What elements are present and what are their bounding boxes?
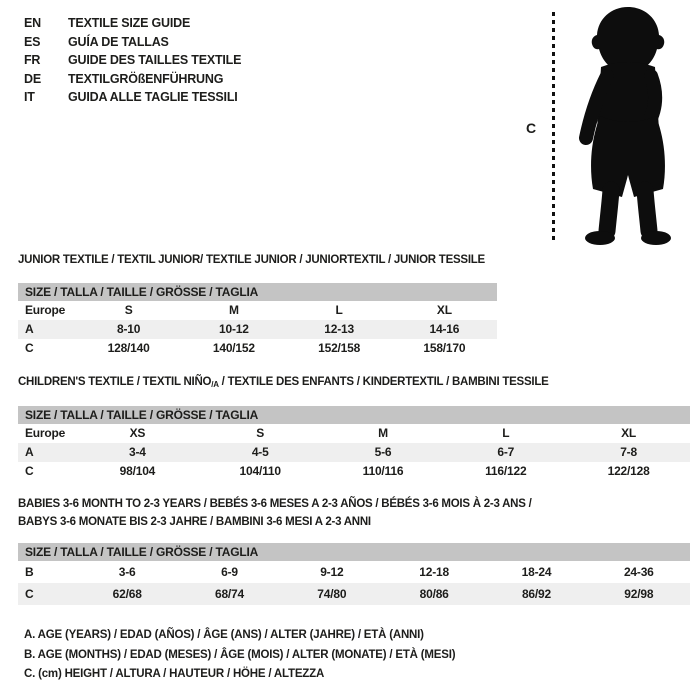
size-cell: 104/110 xyxy=(239,464,281,478)
size-cell: L xyxy=(502,426,510,440)
size-cell: 12-13 xyxy=(324,322,354,336)
language-label: TEXTILGRÖßENFÜHRUNG xyxy=(68,71,224,86)
legend-line-a: A. AGE (YEARS) / EDAD (AÑOS) / ÂGE (ANS) / ALTER (JAHRE) / ETÀ (ANNI) xyxy=(24,629,424,641)
row-label: Europe xyxy=(25,303,66,317)
size-cell: 116/122 xyxy=(485,464,527,478)
size-cell: S xyxy=(124,303,133,317)
size-cell: 140/152 xyxy=(212,341,255,355)
language-title-list xyxy=(24,14,241,107)
table-row-age-months xyxy=(18,561,690,583)
table-row-europe xyxy=(18,424,690,443)
size-cell: L xyxy=(335,303,343,317)
size-cell: 6-7 xyxy=(497,445,515,459)
size-cell: 152/158 xyxy=(318,341,361,355)
size-cell: 98/104 xyxy=(119,464,156,478)
children-title-suffix: / TEXTILE DES ENFANTS / KINDERTEXTIL / BAMBINI TESSILE xyxy=(218,376,549,388)
language-row-it xyxy=(24,88,241,107)
baby-toddler-silhouette-icon xyxy=(566,4,690,248)
row-label: A xyxy=(25,322,34,336)
language-code: IT xyxy=(24,90,35,105)
babies-table-title-line2: BABYS 3-6 MONATE BIS 2-3 JAHRE / BAMBINI 3-6 MESI A 2-3 ANNI xyxy=(18,516,371,528)
size-cell: 68/74 xyxy=(214,587,244,601)
children-title-subscript: /A xyxy=(211,380,219,389)
size-cell: 14-16 xyxy=(429,322,460,336)
size-cell: XS xyxy=(129,426,146,440)
size-cell: 86/92 xyxy=(521,587,551,601)
language-label: GUIDE DES TAILLES TEXTILE xyxy=(68,53,242,68)
children-title-prefix: CHILDREN'S TEXTILE / TEXTIL NIÑO xyxy=(18,376,212,388)
size-cell: 12-18 xyxy=(419,565,449,579)
legend-line-c: C. (cm) HEIGHT / ALTURA / HAUTEUR / HÖHE / ALTEZZA xyxy=(24,668,325,680)
children-table-title xyxy=(18,376,549,389)
size-cell: 6-9 xyxy=(221,565,238,579)
size-cell: 110/116 xyxy=(362,464,404,478)
size-cell: M xyxy=(228,303,239,317)
size-cell: 24-36 xyxy=(623,565,654,579)
table-row-height xyxy=(18,339,497,358)
size-cell: 7-8 xyxy=(620,445,637,459)
babies-table-title-line1: BABIES 3-6 MONTH TO 2-3 YEARS / BEBÉS 3-6 MESES A 2-3 AÑOS / BÉBÉS 3-6 MOIS À 2-3 ANS / xyxy=(18,498,532,510)
size-cell: 9-12 xyxy=(320,565,344,579)
table-row-age xyxy=(18,320,497,339)
row-label: A xyxy=(25,445,34,459)
language-code: ES xyxy=(24,34,41,49)
language-label: GUIDA ALLE TAGLIE TESSILI xyxy=(68,90,238,105)
size-cell: 3-4 xyxy=(129,445,146,459)
row-label: C xyxy=(25,587,34,601)
legend xyxy=(24,626,455,685)
size-cell: 18-24 xyxy=(521,565,552,579)
size-cell: 3-6 xyxy=(118,565,136,579)
size-cell: 10-12 xyxy=(219,322,249,336)
size-header-band: SIZE / TALLA / TAILLE / GRÖSSE / TAGLIA xyxy=(18,543,690,561)
language-row-fr xyxy=(24,51,241,70)
row-label: C xyxy=(25,341,34,355)
children-size-table xyxy=(18,406,690,481)
size-header-band: SIZE / TALLA / TAILLE / GRÖSSE / TAGLIA xyxy=(18,406,690,424)
legend-line-b: B. AGE (MONTHS) / EDAD (MESES) / ÂGE (MOIS) / ALTER (MONATE) / ETÀ (MESI) xyxy=(24,648,456,661)
language-code: FR xyxy=(24,53,41,68)
size-cell: XL xyxy=(621,426,637,440)
size-cell: S xyxy=(256,426,265,440)
language-label: TEXTILE SIZE GUIDE xyxy=(68,16,191,31)
junior-size-table xyxy=(18,283,497,358)
language-row-en xyxy=(24,14,241,33)
row-label: Europe xyxy=(25,426,66,440)
language-code: EN xyxy=(24,16,41,31)
table-row-height xyxy=(18,462,690,481)
language-row-es xyxy=(24,33,241,52)
language-label: GUÍA DE TALLAS xyxy=(68,34,169,49)
height-measure-dotted-line xyxy=(552,12,555,242)
measure-label-c: C xyxy=(526,120,537,136)
size-cell: 122/128 xyxy=(607,464,650,478)
size-cell: 80/86 xyxy=(419,587,449,601)
junior-table-title: JUNIOR TEXTILE / TEXTIL JUNIOR/ TEXTILE JUNIOR / JUNIORTEXTIL / JUNIOR TESSILE xyxy=(18,254,485,266)
row-label: C xyxy=(25,464,34,478)
size-cell: 5-6 xyxy=(374,445,392,459)
language-row-de xyxy=(24,70,241,89)
table-row-europe xyxy=(18,301,497,320)
size-cell: 92/98 xyxy=(624,587,654,601)
size-cell: XL xyxy=(436,303,452,317)
size-cell: 8-10 xyxy=(117,322,141,336)
size-header-band: SIZE / TALLA / TAILLE / GRÖSSE / TAGLIA xyxy=(18,283,497,301)
size-cell: 128/140 xyxy=(107,341,150,355)
table-row-age xyxy=(18,443,690,462)
size-cell: M xyxy=(378,426,388,440)
size-cell: 62/68 xyxy=(112,587,142,601)
size-cell: 74/80 xyxy=(317,587,347,601)
babies-size-table xyxy=(18,543,690,605)
size-cell: 158/170 xyxy=(423,341,466,355)
language-code: DE xyxy=(24,71,41,86)
size-cell: 4-5 xyxy=(251,445,269,459)
table-row-height xyxy=(18,583,690,605)
row-label: B xyxy=(25,565,34,579)
